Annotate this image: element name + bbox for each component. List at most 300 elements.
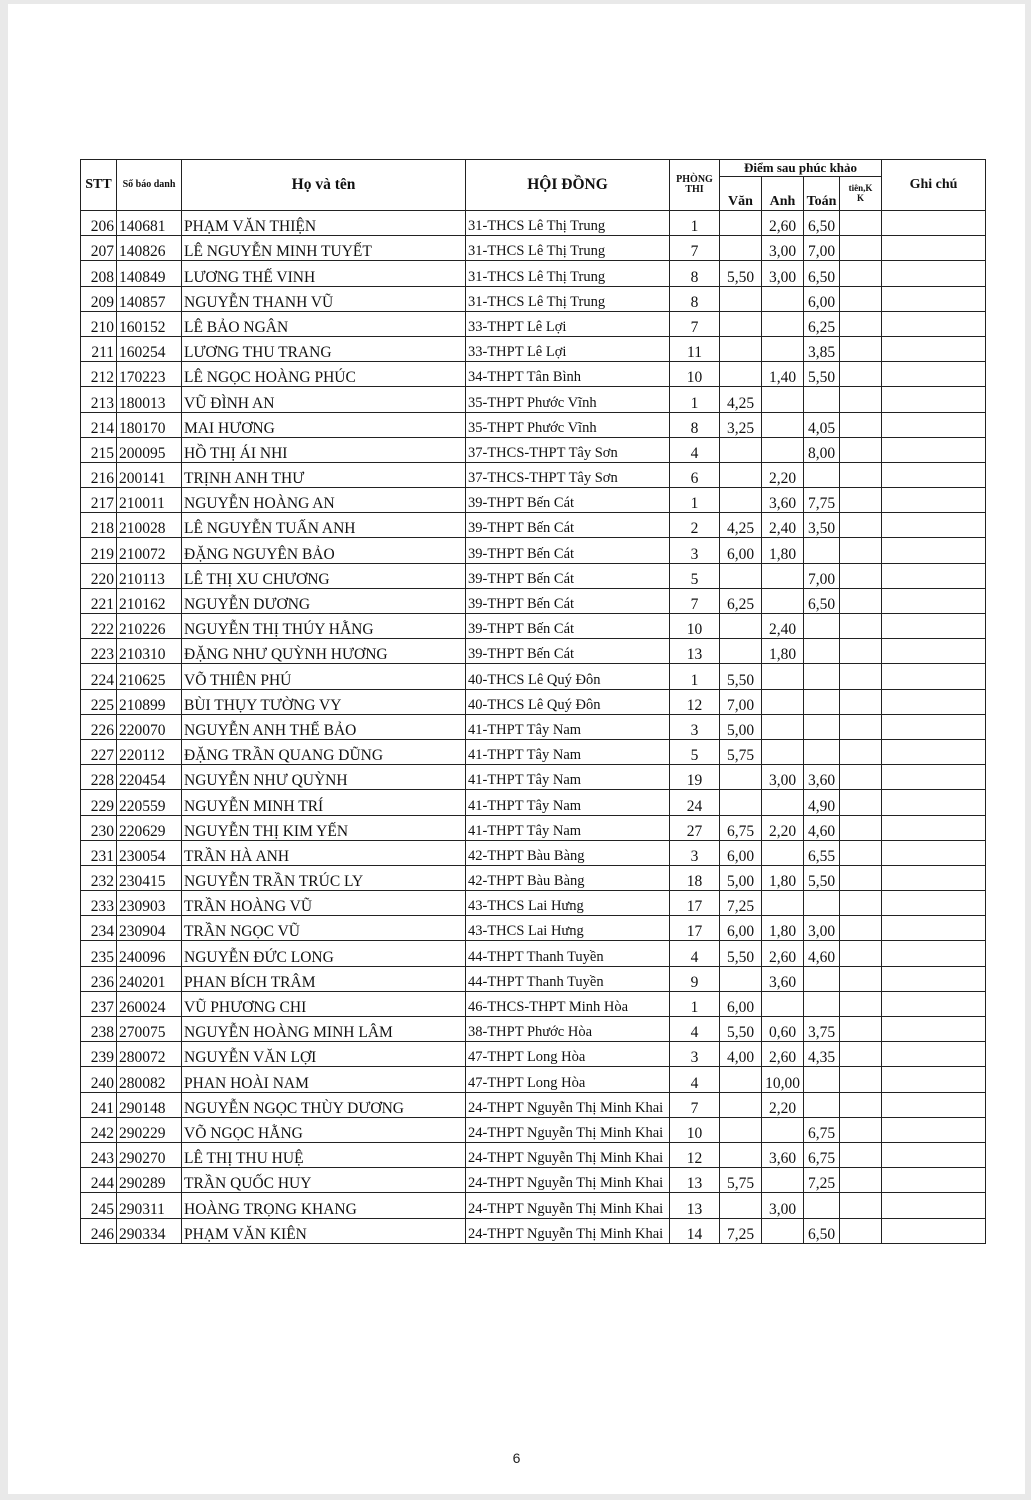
cell-sbd: 280082: [117, 1067, 182, 1092]
cell-tien: [840, 1042, 882, 1067]
cell-toan: 6,25: [804, 311, 840, 336]
cell-council: 31-THCS Lê Thị Trung: [466, 236, 670, 261]
cell-stt: 218: [81, 513, 117, 538]
cell-tien: [840, 1193, 882, 1218]
cell-council: 46-THCS-THPT Minh Hòa: [466, 991, 670, 1016]
cell-name: TRẦN NGỌC VŨ: [182, 916, 466, 941]
cell-van: [720, 336, 762, 361]
cell-anh: 2,20: [762, 462, 804, 487]
cell-room: 4: [670, 437, 720, 462]
table-row: [81, 639, 986, 664]
cell-stt: 209: [81, 286, 117, 311]
cell-room: 7: [670, 1092, 720, 1117]
table-row: [81, 1193, 986, 1218]
cell-stt: 232: [81, 865, 117, 890]
cell-van: 6,00: [720, 991, 762, 1016]
cell-note: [882, 689, 986, 714]
cell-van: 5,50: [720, 941, 762, 966]
cell-stt: 220: [81, 563, 117, 588]
cell-council: 39-THPT Bến Cát: [466, 488, 670, 513]
cell-anh: [762, 286, 804, 311]
cell-room: 17: [670, 916, 720, 941]
table-row: [81, 865, 986, 890]
table-row: [81, 1042, 986, 1067]
cell-council: 42-THPT Bàu Bàng: [466, 865, 670, 890]
cell-room: 24: [670, 790, 720, 815]
cell-anh: [762, 1117, 804, 1142]
cell-anh: [762, 739, 804, 764]
header-tien-line1: tiên,K: [848, 183, 873, 194]
cell-council: 24-THPT Nguyễn Thị Minh Khai: [466, 1218, 670, 1243]
cell-note: [882, 790, 986, 815]
cell-van: 5,75: [720, 1168, 762, 1193]
cell-toan: 6,50: [804, 588, 840, 613]
cell-tien: [840, 765, 882, 790]
cell-room: 11: [670, 336, 720, 361]
cell-tien: [840, 739, 882, 764]
cell-council: 39-THPT Bến Cát: [466, 538, 670, 563]
cell-stt: 231: [81, 840, 117, 865]
cell-council: 35-THPT Phước Vĩnh: [466, 412, 670, 437]
cell-tien: [840, 362, 882, 387]
table-row: [81, 815, 986, 840]
cell-stt: 238: [81, 1017, 117, 1042]
cell-van: [720, 563, 762, 588]
cell-van: 5,00: [720, 714, 762, 739]
cell-note: [882, 1218, 986, 1243]
cell-name: TRẦN QUỐC HUY: [182, 1168, 466, 1193]
cell-tien: [840, 714, 882, 739]
cell-toan: [804, 689, 840, 714]
cell-council: 41-THPT Tây Nam: [466, 790, 670, 815]
cell-stt: 227: [81, 739, 117, 764]
cell-toan: 7,00: [804, 236, 840, 261]
header-name: Họ và tên: [182, 160, 466, 211]
cell-anh: [762, 588, 804, 613]
cell-van: [720, 966, 762, 991]
cell-sbd: 220070: [117, 714, 182, 739]
cell-toan: 3,60: [804, 765, 840, 790]
cell-name: TRỊNH ANH THƯ: [182, 462, 466, 487]
cell-room: 12: [670, 1142, 720, 1167]
table-row: [81, 437, 986, 462]
cell-anh: [762, 714, 804, 739]
table-row: [81, 387, 986, 412]
cell-toan: 4,35: [804, 1042, 840, 1067]
cell-anh: [762, 891, 804, 916]
cell-tien: [840, 563, 882, 588]
cell-sbd: 290289: [117, 1168, 182, 1193]
cell-van: [720, 765, 762, 790]
header-note: Ghi chú: [882, 160, 986, 211]
cell-room: 10: [670, 362, 720, 387]
cell-van: 4,25: [720, 513, 762, 538]
cell-tien: [840, 916, 882, 941]
cell-van: [720, 286, 762, 311]
cell-toan: [804, 462, 840, 487]
cell-room: 13: [670, 1168, 720, 1193]
cell-van: 4,00: [720, 1042, 762, 1067]
cell-sbd: 210162: [117, 588, 182, 613]
cell-van: [720, 462, 762, 487]
cell-name: NGUYỄN ĐỨC LONG: [182, 941, 466, 966]
cell-room: 6: [670, 462, 720, 487]
cell-sbd: 200141: [117, 462, 182, 487]
cell-sbd: 280072: [117, 1042, 182, 1067]
cell-name: PHAN BÍCH TRÂM: [182, 966, 466, 991]
cell-note: [882, 311, 986, 336]
cell-note: [882, 865, 986, 890]
cell-room: 2: [670, 513, 720, 538]
table-row: [81, 1067, 986, 1092]
cell-van: 4,25: [720, 387, 762, 412]
cell-room: 3: [670, 840, 720, 865]
cell-stt: 239: [81, 1042, 117, 1067]
cell-note: [882, 1142, 986, 1167]
cell-van: 5,50: [720, 1017, 762, 1042]
cell-van: [720, 790, 762, 815]
cell-van: 6,75: [720, 815, 762, 840]
cell-note: [882, 765, 986, 790]
cell-council: 33-THPT Lê Lợi: [466, 311, 670, 336]
cell-stt: 241: [81, 1092, 117, 1117]
cell-toan: 3,50: [804, 513, 840, 538]
table-row: [81, 916, 986, 941]
cell-sbd: 210226: [117, 614, 182, 639]
header-tien-line2: K: [856, 192, 864, 203]
cell-name: HOÀNG TRỌNG KHANG: [182, 1193, 466, 1218]
cell-anh: 3,00: [762, 236, 804, 261]
table-row: [81, 739, 986, 764]
table-row: [81, 236, 986, 261]
cell-toan: 8,00: [804, 437, 840, 462]
cell-room: 1: [670, 488, 720, 513]
cell-van: 5,00: [720, 865, 762, 890]
cell-toan: 6,50: [804, 211, 840, 236]
cell-council: 47-THPT Long Hòa: [466, 1067, 670, 1092]
header-anh: Anh: [762, 177, 804, 211]
cell-toan: [804, 538, 840, 563]
cell-name: LƯƠNG THẾ VINH: [182, 261, 466, 286]
table-row: [81, 513, 986, 538]
cell-van: [720, 437, 762, 462]
cell-room: 13: [670, 639, 720, 664]
cell-toan: 3,85: [804, 336, 840, 361]
cell-tien: [840, 286, 882, 311]
cell-council: 31-THCS Lê Thị Trung: [466, 261, 670, 286]
cell-room: 13: [670, 1193, 720, 1218]
cell-note: [882, 563, 986, 588]
table-row: [81, 689, 986, 714]
cell-name: ĐẶNG TRẦN QUANG DŨNG: [182, 739, 466, 764]
cell-name: NGUYỄN NHƯ QUỲNH: [182, 765, 466, 790]
cell-stt: 243: [81, 1142, 117, 1167]
cell-sbd: 220454: [117, 765, 182, 790]
cell-name: TRẦN HÀ ANH: [182, 840, 466, 865]
table-row: [81, 211, 986, 236]
cell-note: [882, 387, 986, 412]
cell-sbd: 290270: [117, 1142, 182, 1167]
cell-sbd: 230904: [117, 916, 182, 941]
cell-sbd: 140826: [117, 236, 182, 261]
cell-tien: [840, 412, 882, 437]
cell-tien: [840, 1168, 882, 1193]
cell-anh: [762, 336, 804, 361]
cell-note: [882, 513, 986, 538]
cell-tien: [840, 1117, 882, 1142]
cell-note: [882, 538, 986, 563]
cell-tien: [840, 488, 882, 513]
table-row: [81, 790, 986, 815]
page-number: 6: [512, 1450, 521, 1466]
cell-name: PHAN HOÀI NAM: [182, 1067, 466, 1092]
cell-stt: 207: [81, 236, 117, 261]
cell-sbd: 180170: [117, 412, 182, 437]
cell-stt: 240: [81, 1067, 117, 1092]
table-row: [81, 765, 986, 790]
cell-anh: [762, 1168, 804, 1193]
table-header: [81, 160, 986, 211]
cell-sbd: 140681: [117, 211, 182, 236]
cell-name: PHẠM VĂN KIÊN: [182, 1218, 466, 1243]
cell-name: LƯƠNG THU TRANG: [182, 336, 466, 361]
cell-anh: [762, 412, 804, 437]
cell-van: [720, 639, 762, 664]
table-row: [81, 261, 986, 286]
table-row: [81, 1142, 986, 1167]
cell-council: 34-THPT Tân Bình: [466, 362, 670, 387]
cell-van: 3,25: [720, 412, 762, 437]
cell-sbd: 290334: [117, 1218, 182, 1243]
cell-van: [720, 362, 762, 387]
cell-note: [882, 614, 986, 639]
cell-council: 39-THPT Bến Cát: [466, 513, 670, 538]
cell-anh: [762, 437, 804, 462]
cell-anh: 1,40: [762, 362, 804, 387]
cell-van: [720, 311, 762, 336]
cell-sbd: 210113: [117, 563, 182, 588]
cell-name: NGUYỄN TRẦN TRÚC LY: [182, 865, 466, 890]
cell-note: [882, 941, 986, 966]
cell-sbd: 210310: [117, 639, 182, 664]
cell-tien: [840, 614, 882, 639]
cell-note: [882, 211, 986, 236]
cell-toan: 7,25: [804, 1168, 840, 1193]
cell-stt: 222: [81, 614, 117, 639]
cell-room: 3: [670, 714, 720, 739]
cell-name: NGUYỄN THANH VŨ: [182, 286, 466, 311]
cell-tien: [840, 236, 882, 261]
cell-tien: [840, 261, 882, 286]
cell-tien: [840, 639, 882, 664]
cell-stt: 216: [81, 462, 117, 487]
cell-tien: [840, 840, 882, 865]
cell-toan: [804, 387, 840, 412]
cell-note: [882, 714, 986, 739]
table-row: [81, 362, 986, 387]
cell-tien: [840, 1017, 882, 1042]
cell-note: [882, 1117, 986, 1142]
header-toan: Toán: [804, 177, 840, 211]
cell-anh: 2,20: [762, 1092, 804, 1117]
cell-stt: 217: [81, 488, 117, 513]
cell-name: NGUYỄN NGỌC THÙY DƯƠNG: [182, 1092, 466, 1117]
cell-anh: 3,00: [762, 765, 804, 790]
cell-anh: 1,80: [762, 639, 804, 664]
cell-anh: 10,00: [762, 1067, 804, 1092]
cell-name: PHẠM VĂN THIỆN: [182, 211, 466, 236]
cell-van: 5,50: [720, 261, 762, 286]
cell-room: 19: [670, 765, 720, 790]
cell-toan: [804, 714, 840, 739]
cell-anh: [762, 840, 804, 865]
cell-room: 1: [670, 991, 720, 1016]
cell-council: 39-THPT Bến Cát: [466, 588, 670, 613]
cell-van: 6,00: [720, 538, 762, 563]
cell-room: 27: [670, 815, 720, 840]
table-row: [81, 1168, 986, 1193]
cell-name: BÙI THỤY TƯỜNG VY: [182, 689, 466, 714]
cell-tien: [840, 1092, 882, 1117]
cell-name: NGUYỄN MINH TRÍ: [182, 790, 466, 815]
cell-sbd: 290148: [117, 1092, 182, 1117]
cell-toan: 4,60: [804, 941, 840, 966]
cell-room: 10: [670, 614, 720, 639]
cell-tien: [840, 462, 882, 487]
cell-council: 24-THPT Nguyễn Thị Minh Khai: [466, 1168, 670, 1193]
table-row: [81, 614, 986, 639]
cell-van: 5,75: [720, 739, 762, 764]
cell-toan: [804, 639, 840, 664]
cell-sbd: 240201: [117, 966, 182, 991]
cell-council: 38-THPT Phước Hòa: [466, 1017, 670, 1042]
cell-toan: 3,00: [804, 916, 840, 941]
cell-tien: [840, 865, 882, 890]
cell-stt: 237: [81, 991, 117, 1016]
cell-council: 24-THPT Nguyễn Thị Minh Khai: [466, 1193, 670, 1218]
cell-note: [882, 412, 986, 437]
cell-room: 3: [670, 538, 720, 563]
results-table: [80, 159, 986, 1244]
cell-room: 18: [670, 865, 720, 890]
cell-name: NGUYỄN HOÀNG AN: [182, 488, 466, 513]
table-row: [81, 286, 986, 311]
cell-van: 5,50: [720, 664, 762, 689]
cell-room: 7: [670, 236, 720, 261]
cell-toan: 4,60: [804, 815, 840, 840]
cell-tien: [840, 991, 882, 1016]
cell-toan: 4,05: [804, 412, 840, 437]
cell-name: LÊ THỊ XU CHƯƠNG: [182, 563, 466, 588]
cell-council: 43-THCS Lai Hưng: [466, 916, 670, 941]
cell-sbd: 210072: [117, 538, 182, 563]
cell-name: VÕ THIÊN PHÚ: [182, 664, 466, 689]
cell-van: [720, 614, 762, 639]
cell-council: 39-THPT Bến Cát: [466, 563, 670, 588]
cell-council: 41-THPT Tây Nam: [466, 739, 670, 764]
cell-name: ĐẶNG NHƯ QUỲNH HƯƠNG: [182, 639, 466, 664]
cell-toan: 6,55: [804, 840, 840, 865]
cell-name: LÊ THỊ THU HUỆ: [182, 1142, 466, 1167]
cell-stt: 224: [81, 664, 117, 689]
cell-sbd: 160152: [117, 311, 182, 336]
cell-sbd: 290311: [117, 1193, 182, 1218]
cell-anh: 2,60: [762, 941, 804, 966]
cell-council: 43-THCS Lai Hưng: [466, 891, 670, 916]
table-row: [81, 891, 986, 916]
cell-name: VÕ NGỌC HẰNG: [182, 1117, 466, 1142]
header-sbd: Số báo danh: [117, 160, 182, 211]
cell-council: 24-THPT Nguyễn Thị Minh Khai: [466, 1092, 670, 1117]
cell-council: 33-THPT Lê Lợi: [466, 336, 670, 361]
cell-stt: 225: [81, 689, 117, 714]
cell-tien: [840, 966, 882, 991]
cell-toan: 7,00: [804, 563, 840, 588]
cell-van: [720, 1193, 762, 1218]
cell-tien: [840, 211, 882, 236]
cell-tien: [840, 588, 882, 613]
cell-note: [882, 891, 986, 916]
cell-stt: 244: [81, 1168, 117, 1193]
cell-toan: 5,50: [804, 362, 840, 387]
header-stt: STT: [81, 160, 117, 211]
cell-council: 35-THPT Phước Vĩnh: [466, 387, 670, 412]
cell-note: [882, 916, 986, 941]
cell-stt: 230: [81, 815, 117, 840]
cell-note: [882, 991, 986, 1016]
cell-room: 5: [670, 739, 720, 764]
cell-van: [720, 488, 762, 513]
cell-note: [882, 362, 986, 387]
cell-toan: 4,90: [804, 790, 840, 815]
cell-stt: 210: [81, 311, 117, 336]
cell-van: [720, 1142, 762, 1167]
cell-room: 4: [670, 941, 720, 966]
cell-name: LÊ NGUYỄN MINH TUYẾT: [182, 236, 466, 261]
cell-note: [882, 261, 986, 286]
cell-note: [882, 236, 986, 261]
cell-toan: [804, 1067, 840, 1092]
cell-toan: [804, 614, 840, 639]
cell-van: [720, 1117, 762, 1142]
cell-council: 39-THPT Bến Cát: [466, 614, 670, 639]
cell-council: 47-THPT Long Hòa: [466, 1042, 670, 1067]
cell-room: 9: [670, 966, 720, 991]
cell-van: 6,00: [720, 840, 762, 865]
cell-name: NGUYỄN HOÀNG MINH LÂM: [182, 1017, 466, 1042]
table-row: [81, 588, 986, 613]
document-page: [8, 4, 1025, 1494]
cell-stt: 234: [81, 916, 117, 941]
cell-sbd: 290229: [117, 1117, 182, 1142]
cell-sbd: 210625: [117, 664, 182, 689]
cell-stt: 208: [81, 261, 117, 286]
cell-council: 24-THPT Nguyễn Thị Minh Khai: [466, 1117, 670, 1142]
cell-tien: [840, 1218, 882, 1243]
table-body: [81, 211, 986, 1244]
cell-tien: [840, 664, 882, 689]
table-row: [81, 664, 986, 689]
table-row: [81, 941, 986, 966]
cell-anh: [762, 563, 804, 588]
cell-van: 6,00: [720, 916, 762, 941]
cell-room: 5: [670, 563, 720, 588]
cell-council: 31-THCS Lê Thị Trung: [466, 286, 670, 311]
cell-stt: 206: [81, 211, 117, 236]
cell-sbd: 180013: [117, 387, 182, 412]
cell-name: TRẦN HOÀNG VŨ: [182, 891, 466, 916]
cell-toan: [804, 891, 840, 916]
